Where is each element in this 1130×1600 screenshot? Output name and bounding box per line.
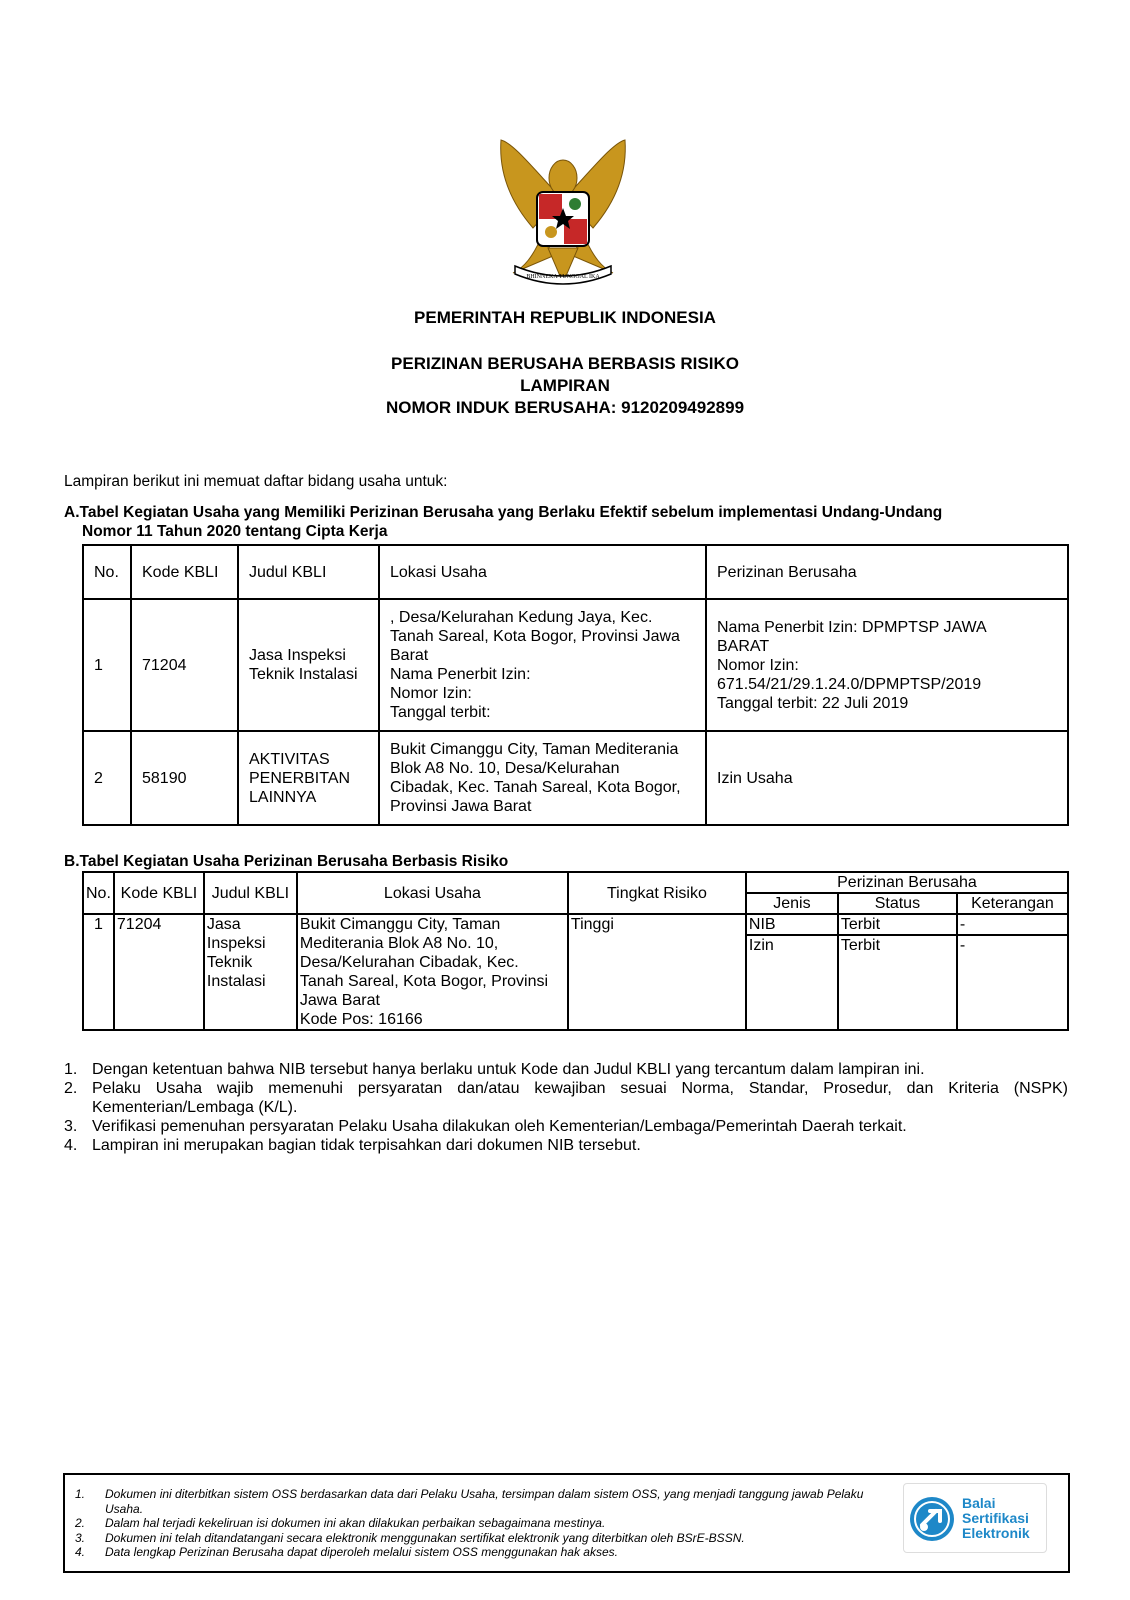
col-header: Perizinan Berusaha bbox=[706, 545, 1068, 599]
notes-list bbox=[64, 1060, 1068, 1155]
list-item: 3. Dokumen ini telah ditandatangani secara elektronik menggunakan sertifikat elektronik yang diterbitkan oleh BSrE-BSSN. bbox=[75, 1530, 745, 1545]
col-header: Kode KBLI bbox=[114, 872, 204, 914]
col-subheader: Keterangan bbox=[957, 893, 1068, 914]
cell-perizinan: Izin Usaha bbox=[706, 731, 1068, 825]
cell-kode: 71204 bbox=[131, 599, 238, 731]
cell-no: 2 bbox=[83, 731, 131, 825]
list-item: 3. Verifikasi pemenuhan persyaratan Pelaku Usaha dilakukan oleh Kementerian/Lembaga/Pemerintah Daerah terkait. bbox=[64, 1118, 907, 1135]
col-subheader: Status bbox=[838, 893, 957, 914]
col-header: Tingkat Risiko bbox=[568, 872, 746, 914]
bsre-logo bbox=[903, 1483, 1047, 1553]
garuda-emblem-icon bbox=[493, 138, 633, 296]
list-item: 4. Data lengkap Perizinan Berusaha dapat diperoleh melalui sistem OSS menggunakan hak akses. bbox=[75, 1545, 618, 1559]
col-subheader: Jenis bbox=[746, 893, 838, 914]
list-item: 2. Dalam hal terjadi kekeliruan isi dokumen ini akan dilakukan perbaikan sebagaimana mestinya. bbox=[75, 1516, 606, 1530]
table-row bbox=[83, 599, 1068, 731]
col-header: Judul KBLI bbox=[238, 545, 379, 599]
cell-judul: Jasa Inspeksi Teknik Instalasi bbox=[204, 914, 297, 1030]
header-lampiran: LAMPIRAN bbox=[520, 376, 610, 395]
col-header: Judul KBLI bbox=[204, 872, 297, 914]
cell-judul: Jasa Inspeksi Teknik Instalasi bbox=[238, 599, 379, 731]
header-government: PEMERINTAH REPUBLIK INDONESIA bbox=[414, 308, 716, 327]
header-nib: NOMOR INDUK BERUSAHA: 9120209492899 bbox=[385, 398, 745, 417]
svg-text:BHINNEKA TUNGGAL IKA: BHINNEKA TUNGGAL IKA bbox=[526, 274, 600, 280]
cell-lokasi: Bukit Cimanggu City, Taman Mediterania Blok A8 No. 10, Desa/Kelurahan Cibadak, Kec. Tanah Sareal, Kota Bogor, Provinsi Jawa Barat bbox=[379, 731, 706, 825]
cell-risiko: Tinggi bbox=[568, 914, 746, 1030]
col-header: Lokasi Usaha bbox=[297, 872, 568, 914]
col-header: Lokasi Usaha bbox=[379, 545, 706, 599]
footer-notes bbox=[75, 1487, 895, 1560]
list-item: 1. Dokumen ini diterbitkan sistem OSS berdasarkan data dari Pelaku Usaha, tersimpan dalam sistem OSS, yang menjadi tanggung jawab Pelaku Usaha. bbox=[75, 1487, 864, 1516]
cell-kode: 71204 bbox=[114, 914, 204, 1030]
table-a bbox=[82, 544, 1069, 826]
col-header: No. bbox=[83, 545, 131, 599]
cell-jenis: NIB Izin bbox=[746, 914, 838, 1030]
list-item: 1. Dengan ketentuan bahwa NIB tersebut hanya berlaku untuk Kode dan Judul KBLI yang tercantum dalam lampiran ini. bbox=[64, 1061, 925, 1078]
table-a-header-row bbox=[83, 545, 1068, 599]
cell-lokasi: , Desa/Kelurahan Kedung Jaya, Kec. Tanah Sareal, Kota Bogor, Provinsi Jawa Barat Nama Penerbit Izin: Nomor Izin: Tanggal terbit: bbox=[379, 599, 706, 731]
table-row bbox=[83, 914, 1068, 1030]
section-a-title: A.Tabel Kegiatan Usaha yang Memiliki Perizinan Berusaha yang Berlaku Efektif sebelum implementasi Undang-Undang Nomor 11 Tahun 2020 tentang Cipta Kerja bbox=[64, 504, 943, 540]
col-header: Kode KBLI bbox=[131, 545, 238, 599]
cell-perizinan: Nama Penerbit Izin: DPMPTSP JAWA BARAT Nomor Izin: 671.54/21/29.1.24.0/DPMPTSP/2019 Tanggal terbit: 22 Juli 2019 bbox=[706, 599, 1068, 731]
list-item: 4. Lampiran ini merupakan bagian tidak terpisahkan dari dokumen NIB tersebut. bbox=[64, 1137, 641, 1154]
bsre-logo-text: Balai Sertifikasi Elektronik bbox=[962, 1495, 1030, 1541]
table-b bbox=[82, 871, 1069, 1031]
table-b-header-row bbox=[83, 872, 1068, 893]
footer-box bbox=[63, 1473, 1070, 1573]
cell-status: Terbit Terbit bbox=[838, 914, 957, 1030]
list-item: 2. Pelaku Usaha wajib memenuhi persyaratan dan/atau kewajiban sesuai Norma, Standar, Prosedur, dan Kriteria (NSPK) Kementerian/Lembaga (K/L). bbox=[64, 1080, 1068, 1116]
cell-keterangan: - - bbox=[957, 914, 1068, 1030]
cell-judul: AKTIVITAS PENERBITAN LAINNYA bbox=[238, 731, 379, 825]
col-header: No. bbox=[83, 872, 114, 914]
cell-no: 1 bbox=[83, 914, 114, 1030]
section-b-title: B.Tabel Kegiatan Usaha Perizinan Berusaha Berbasis Risiko bbox=[64, 853, 509, 870]
cell-lokasi: Bukit Cimanggu City, Taman Mediterania Blok A8 No. 10, Desa/Kelurahan Cibadak, Kec. Tanah Sareal, Kota Bogor, Provinsi Jawa Barat Kode Pos: 16166 bbox=[297, 914, 568, 1030]
table-row bbox=[83, 731, 1068, 825]
cell-no: 1 bbox=[83, 599, 131, 731]
intro-text: Lampiran berikut ini memuat daftar bidang usaha untuk: bbox=[64, 473, 448, 490]
cell-kode: 58190 bbox=[131, 731, 238, 825]
col-header: Perizinan Berusaha bbox=[746, 872, 1068, 893]
header-title: PERIZINAN BERUSAHA BERBASIS RISIKO bbox=[391, 354, 739, 373]
bsre-seal-icon bbox=[908, 1495, 956, 1543]
